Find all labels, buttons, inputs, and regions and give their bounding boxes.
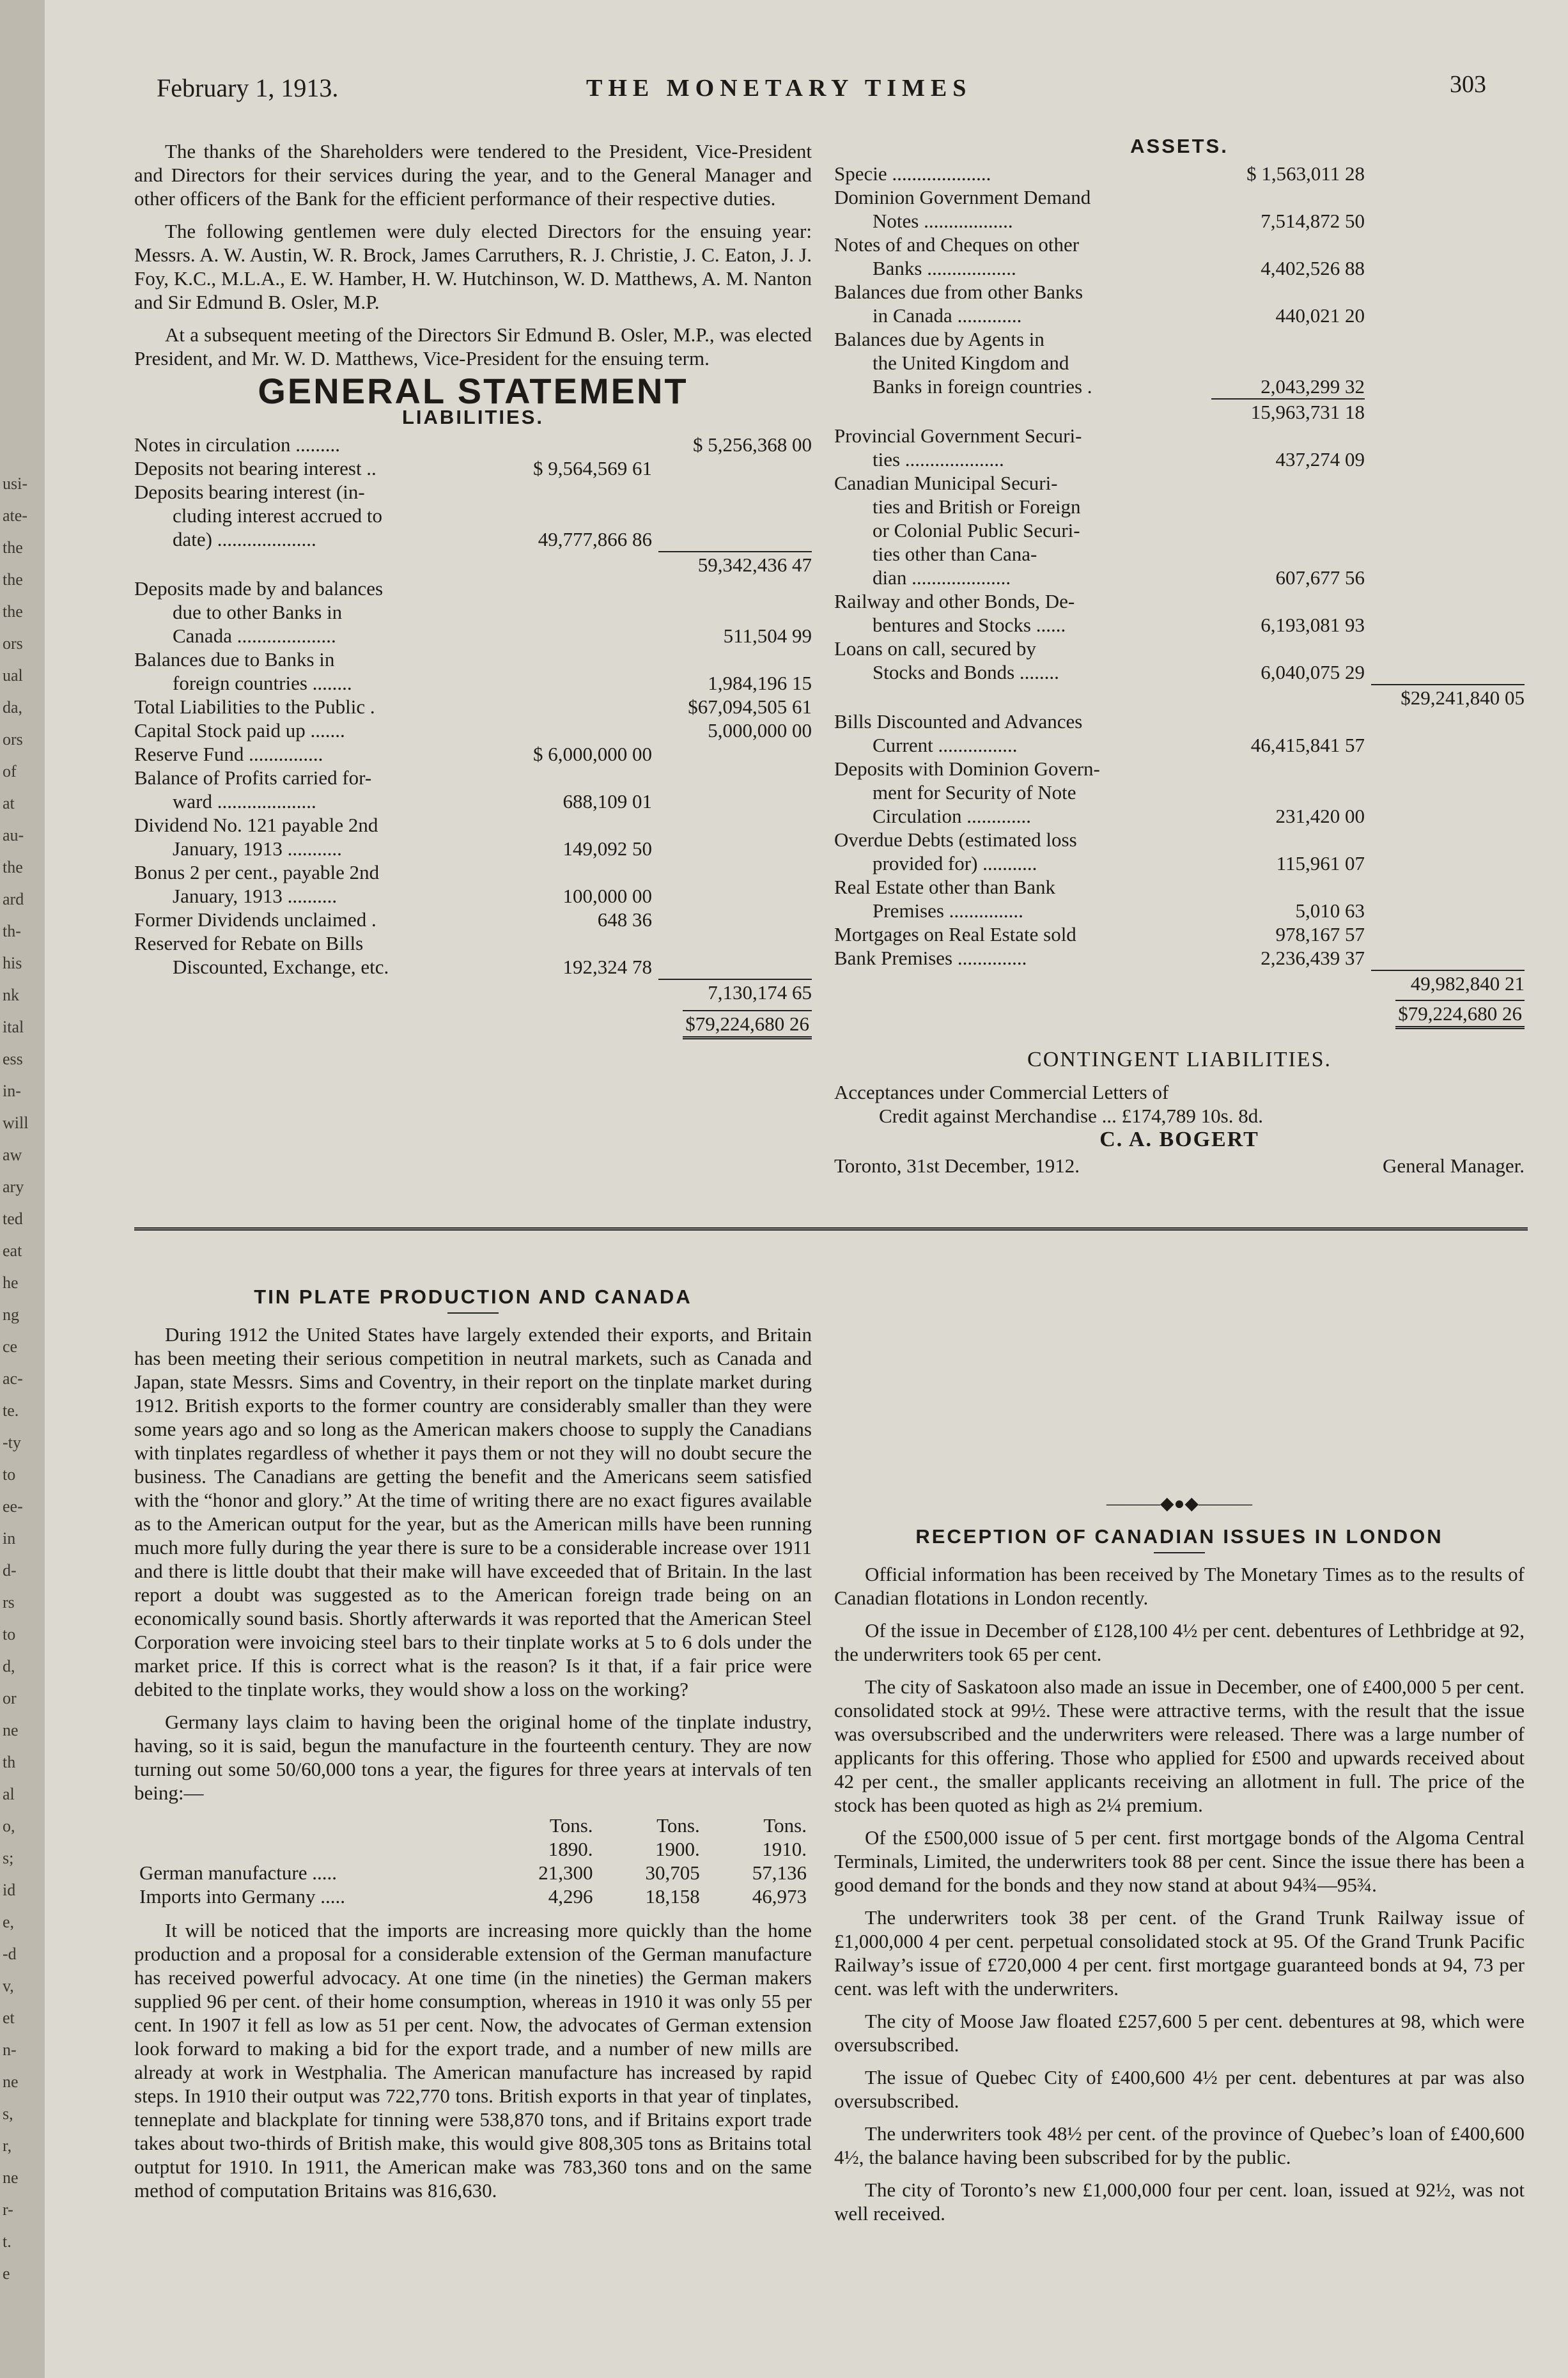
article-paragraph: Of the issue in December of £128,100 4½ per cent. debentures of Lethbridge at 92, the underwriters took 65 per cent. bbox=[834, 1619, 1525, 1665]
gutter-text-fragment: -ty bbox=[3, 1433, 21, 1452]
reception-paragraphs bbox=[834, 1562, 1525, 2225]
asset-row bbox=[834, 185, 1525, 233]
liability-total-amount: 7,130,174 65 bbox=[708, 981, 812, 1004]
liability-label: Deposits not bearing interest .. bbox=[134, 457, 376, 479]
gutter-text-fragment: au- bbox=[3, 826, 24, 844]
gutter-text-fragment: ne bbox=[3, 2168, 19, 2187]
gutter-text-fragment: id bbox=[3, 1881, 16, 1899]
gutter-text-fragment: or bbox=[3, 1689, 17, 1707]
liability-label: Balance of Profits carried for- ward .................... bbox=[134, 766, 372, 812]
asset-label: Real Estate other than Bank Premises ............... bbox=[834, 876, 1056, 922]
gutter-text-fragment: in- bbox=[3, 1082, 21, 1100]
gutter-text-fragment: ng bbox=[3, 1305, 19, 1324]
liability-row bbox=[134, 480, 812, 551]
signatory-name: C. A. BOGERT bbox=[1099, 1128, 1259, 1151]
gutter-text-fragment: o, bbox=[3, 1817, 15, 1835]
gutter-text-fragment: aw bbox=[3, 1146, 22, 1164]
liability-amount: 648 36 bbox=[597, 908, 652, 931]
asset-label: Loans on call, secured by Stocks and Bonds ........ bbox=[834, 637, 1059, 683]
liability-amount: $ 9,564,569 61 bbox=[533, 457, 652, 479]
liability-amount: 49,777,866 86 bbox=[538, 528, 652, 550]
asset-label: Specie .................... bbox=[834, 162, 991, 185]
gutter-text-fragment: e, bbox=[3, 1913, 15, 1931]
table-header: Tons. bbox=[763, 1814, 807, 1837]
reception-article bbox=[834, 1483, 1525, 2234]
liability-amount: 192,324 78 bbox=[563, 956, 652, 978]
liability-amount: 688,109 01 bbox=[563, 790, 652, 812]
contingent-line: Credit against Merchandise ... £174,789 10s. 8d. bbox=[879, 1105, 1263, 1127]
liabilities-heading: LIABILITIES. bbox=[402, 406, 544, 428]
asset-label: Overdue Debts (estimated loss provided for) ........... bbox=[834, 828, 1077, 874]
gutter-text-fragment: ee- bbox=[3, 1497, 23, 1516]
adjacent-page-gutter bbox=[0, 0, 45, 2378]
gutter-text-fragment: ted bbox=[3, 1209, 23, 1228]
liability-label: Balances due to Banks in foreign countries ........ bbox=[134, 648, 352, 694]
asset-row bbox=[834, 710, 1525, 757]
gutter-text-fragment: nk bbox=[3, 986, 19, 1004]
asset-row bbox=[834, 424, 1525, 471]
header-date: February 1, 1913. bbox=[157, 74, 339, 102]
liability-total-amount: 5,000,000 00 bbox=[708, 719, 812, 742]
liability-row bbox=[134, 931, 812, 979]
asset-row bbox=[834, 589, 1525, 637]
place-date: Toronto, 31st December, 1912. bbox=[834, 1154, 1080, 1177]
liability-row bbox=[134, 695, 812, 719]
gutter-text-fragment: ital bbox=[3, 1018, 24, 1036]
asset-label: Mortgages on Real Estate sold bbox=[834, 923, 1076, 945]
asset-row bbox=[834, 970, 1525, 995]
asset-row bbox=[834, 327, 1525, 398]
asset-amount: 4,402,526 88 bbox=[1261, 257, 1365, 279]
gutter-text-fragment: in bbox=[3, 1529, 16, 1548]
liability-total-amount: $67,094,505 61 bbox=[688, 696, 812, 718]
article-paragraph: The underwriters took 38 per cent. of the Grand Trunk Railway issue of £1,000,000 4 per cent. perpetual consolidated stock at 95. Of the Grand Trunk Pacific Railway’s issue of £720,000 4 per cent. first mortgage guaranteed bonds at 94, 73 per cent. was left with the underwriters. bbox=[834, 1906, 1525, 2000]
gutter-text-fragment: th bbox=[3, 1753, 16, 1771]
gutter-text-fragment: ard bbox=[3, 890, 24, 908]
liability-row bbox=[134, 742, 812, 766]
gutter-text-fragment: to bbox=[3, 1625, 16, 1644]
liability-label: Bonus 2 per cent., payable 2nd January, 1913 .......... bbox=[134, 861, 380, 907]
general-statement-heading: GENERAL STATEMENT bbox=[258, 371, 688, 411]
gutter-text-fragment: ate- bbox=[3, 506, 27, 525]
liability-total-amount: 511,504 99 bbox=[723, 625, 812, 647]
asset-amount: 7,514,872 50 bbox=[1261, 210, 1365, 232]
asset-label: Railway and other Bonds, De- bentures and Stocks ...... bbox=[834, 590, 1075, 636]
liability-row bbox=[134, 908, 812, 931]
asset-row bbox=[834, 398, 1525, 424]
gutter-text-fragment: ac- bbox=[3, 1369, 23, 1388]
gutter-text-fragment: d- bbox=[3, 1561, 17, 1580]
gutter-text-fragment: to bbox=[3, 1465, 16, 1484]
article-paragraph: The city of Moose Jaw floated £257,600 5 per cent. debentures at 98, which were oversubscribed. bbox=[834, 2010, 1525, 2056]
asset-label: Provincial Government Securi- ties .................... bbox=[834, 424, 1082, 470]
article-paragraph: The issue of Quebec City of £400,600 4½ per cent. debentures at par was also oversubscribed. bbox=[834, 2066, 1525, 2112]
intro-paragraph: The thanks of the Shareholders were tendered to the President, Vice-President and Directors for their services during the year, and to the General Manager and other officers of the Bank for the efficient performance of their respective duties. bbox=[134, 140, 812, 210]
asset-row bbox=[834, 162, 1525, 185]
asset-row bbox=[834, 233, 1525, 280]
article-paragraph: Germany lays claim to having been the original home of the tinplate industry, having, so it is said, begun the manufacture in the fourteenth century. They are now turning out some 50/60,000 tons a year, the figures for three years at intervals of ten being:— bbox=[134, 1711, 812, 1804]
asset-label: Balances due from other Banks in Canada ............. bbox=[834, 281, 1083, 327]
header-page-number: 303 bbox=[1450, 71, 1486, 98]
asset-row bbox=[834, 875, 1525, 922]
gutter-text-fragment: ual bbox=[3, 666, 23, 685]
liability-row bbox=[134, 860, 812, 908]
liability-label: Reserved for Rebate on Bills Discounted, Exchange, etc. bbox=[134, 932, 389, 978]
liability-total-amount: 59,342,436 47 bbox=[697, 554, 812, 576]
table-cell: 18,158 bbox=[645, 1885, 700, 1908]
article-paragraph: The city of Saskatoon also made an issue in December, one of £400,000 5 per cent. consolidated stock at 99½. These were attractive terms, with the result that the issue was oversubscribed and the underwriters were released. There was a large number of applicants for this offering. Those who applied for £500 and upwards received about 42 per cent., the smaller applicants receiving an allotment in full. The price of the stock has been quoted as high as 2¼ premium. bbox=[834, 1675, 1525, 1816]
heading-rule bbox=[447, 1312, 499, 1314]
gutter-text-fragment: s, bbox=[3, 2104, 13, 2123]
liability-row bbox=[134, 577, 812, 648]
article-paragraph: It will be noticed that the imports are increasing more quickly than the home production and a proposal for a considerable extension of the German manufacture has received powerful advocacy. At one time (in the nineties) the German makers supplied 96 per cent. of their home consumption, whereas in 1910 it was only 55 per cent. In 1907 it fell as low as 51 per cent. Now, the advocates of German extension look forward to making a bid for the export trade, and a number of new mills are already at work in Westphalia. The American manufacture has increased by rapid steps. In 1910 their output was 722,770 tons. British exports in that year of tinplates, tenneplate and blackplate for tinning were 538,870 tons, and if Britains export trade takes about two-thirds of British make, this would give 808,305 tons as Britains total outptut for 1910. In 1911, the American make was 783,360 tons and on the same method of computation Britains was 816,630. bbox=[134, 1919, 812, 2202]
gutter-text-fragment: r, bbox=[3, 2136, 12, 2155]
asset-label: Balances due by Agents in the United Kingdom and Banks in foreign countries . bbox=[834, 328, 1092, 398]
liability-label: Notes in circulation ......... bbox=[134, 433, 340, 456]
asset-amount: 46,415,841 57 bbox=[1250, 734, 1365, 756]
liability-row bbox=[134, 456, 812, 480]
asset-amount: 2,043,299 32 bbox=[1261, 375, 1365, 398]
liability-label: Deposits bearing interest (in- cluding interest accrued to date) .................... bbox=[134, 481, 382, 550]
gutter-text-fragment: -d bbox=[3, 1945, 17, 1963]
gutter-text-fragment: eat bbox=[3, 1241, 22, 1260]
gutter-text-fragment: ary bbox=[3, 1177, 24, 1196]
gutter-text-fragment: s; bbox=[3, 1849, 14, 1867]
gutter-text-fragment: he bbox=[3, 1273, 19, 1292]
tin-plate-heading: TIN PLATE PRODUCTION AND CANADA bbox=[254, 1286, 692, 1308]
liabilities-list bbox=[134, 433, 812, 1004]
ornament-divider: ———◆●◆——— bbox=[1106, 1494, 1252, 1514]
table-header: Tons. bbox=[656, 1814, 700, 1837]
liability-label: Capital Stock paid up ....... bbox=[134, 719, 345, 742]
subtotal-rule bbox=[1371, 970, 1525, 971]
subtotal-rule bbox=[1211, 398, 1365, 400]
table-year: 1900. bbox=[655, 1838, 700, 1860]
page-header bbox=[157, 69, 1486, 114]
intro-paragraph: At a subsequent meeting of the Directors Sir Edmund B. Osler, M.P., was elected President, and Mr. W. D. Matthews, Vice-President for the ensuing term. bbox=[134, 323, 812, 369]
gutter-text-fragment: t. bbox=[3, 2232, 12, 2251]
liability-total-amount: $ 5,256,368 00 bbox=[693, 433, 812, 456]
gutter-text-fragment: the bbox=[3, 602, 23, 621]
table-cell: Imports into Germany ..... bbox=[139, 1885, 346, 1908]
gutter-text-fragment: ne bbox=[3, 1721, 19, 1739]
liability-amount: $ 6,000,000 00 bbox=[533, 743, 652, 765]
asset-label: Canadian Municipal Securi- ties and British or Foreign or Colonial Public Securi- ties other than Cana- dian .................... bbox=[834, 472, 1081, 589]
gutter-text-fragment: e bbox=[3, 2264, 10, 2283]
table-year: 1890. bbox=[548, 1838, 593, 1860]
asset-row bbox=[834, 828, 1525, 875]
gutter-text-fragment: te. bbox=[3, 1401, 19, 1420]
gutter-text-fragment: et bbox=[3, 2009, 15, 2027]
table-cell: 30,705 bbox=[645, 1861, 700, 1884]
liability-label: Reserve Fund ............... bbox=[134, 743, 323, 765]
german-tinplate-table bbox=[134, 1814, 812, 1908]
asset-amount: 6,193,081 93 bbox=[1261, 614, 1365, 636]
header-title: THE MONETARY TIMES bbox=[586, 75, 972, 102]
asset-row bbox=[834, 280, 1525, 327]
gutter-text-fragment: th- bbox=[3, 922, 21, 940]
article-paragraph: Official information has been received by The Monetary Times as to the results of Canadian flotations in London recently. bbox=[834, 1563, 1525, 1609]
signatory-title: General Manager. bbox=[1382, 1154, 1525, 1177]
gutter-text-fragment: at bbox=[3, 794, 15, 812]
asset-row bbox=[834, 637, 1525, 684]
gutter-text-fragment: ors bbox=[3, 730, 23, 749]
gutter-text-fragment: ne bbox=[3, 2072, 19, 2091]
asset-amount: 2,236,439 37 bbox=[1261, 947, 1365, 969]
article-paragraph: During 1912 the United States have largely extended their exports, and Britain has been meeting their serious competition in neutral markets, such as Canada and Japan, state Messrs. Sims and Coventry, in their report on the tinplate market during 1912. British exports to the former country are considerably smaller than they were some years ago and so long as the American makers choose to supply the Canadians with tinplates regardless of whether it pays them or not they will no doubt secure the business. The Canadians are getting the benefit and the Americans seem satisfied with the “honor and glory.” At the time of writing there are no exact figures available as to the American output for the year, but as the American mills have been running much more fully during the year there is sure to be a considerable increase over 1911 and there is little doubt that their make will have exceeded that of Britain. In the last report a doubt was suggested as to the American foreign trade being on an economically sound basis. Shortly afterwards it was reported that the American Steel Corporation were invoicing steel bars to their tinplate works at 5 to 6 dols under the market price. If this is correct what is the reason? Is it that, if a fair price were debited to the tinplate works, they would show a loss on the working? bbox=[134, 1323, 812, 1700]
liabilities-total-row bbox=[134, 1012, 812, 1041]
asset-total-amount: 49,982,840 21 bbox=[1410, 972, 1525, 995]
article-paragraph: The underwriters took 48½ per cent. of the province of Quebec’s loan of £400,600 4½, the balance having been subscribed for by the public. bbox=[834, 2122, 1525, 2168]
table-header: Tons. bbox=[549, 1814, 593, 1837]
gutter-text-fragment: d, bbox=[3, 1657, 15, 1675]
gutter-text-fragment: ess bbox=[3, 1050, 23, 1068]
asset-amount: 5,010 63 bbox=[1295, 899, 1365, 922]
gutter-text-fragment: rs bbox=[3, 1593, 15, 1612]
table-cell: 57,136 bbox=[752, 1861, 807, 1884]
table-year: 1910. bbox=[762, 1838, 807, 1860]
gutter-text-fragment: n- bbox=[3, 2040, 17, 2059]
asset-label: Notes of and Cheques on other Banks .................. bbox=[834, 233, 1080, 279]
subtotal-rule bbox=[1371, 684, 1525, 685]
gutter-text-fragment: ce bbox=[3, 1337, 18, 1356]
liability-row bbox=[134, 433, 812, 456]
asset-row bbox=[834, 946, 1525, 970]
article-paragraph: The city of Toronto’s new £1,000,000 four per cent. loan, issued at 92½, was not well received. bbox=[834, 2179, 1525, 2225]
gutter-text-fragment: v, bbox=[3, 1977, 14, 1995]
article-paragraph: Of the £500,000 issue of 5 per cent. first mortgage bonds of the Algoma Central Terminals, Limited, the underwriters took 88 per cent. Since the issue there has been a good demand for the bonds and they now stand at about 94¾—95¾. bbox=[834, 1826, 1525, 1896]
liability-amount: 149,092 50 bbox=[563, 837, 652, 860]
asset-label: Deposits with Dominion Govern- ment for Security of Note Circulation ............. bbox=[834, 758, 1100, 827]
gutter-text-fragment: ors bbox=[3, 634, 23, 653]
asset-amount: 15,963,731 18 bbox=[1250, 401, 1365, 423]
asset-amount: 231,420 00 bbox=[1275, 805, 1365, 827]
table-row bbox=[134, 1861, 812, 1885]
asset-row bbox=[834, 471, 1525, 589]
asset-label: Bank Premises .............. bbox=[834, 947, 1027, 969]
gutter-text-fragment: the bbox=[3, 538, 23, 557]
asset-amount: $ 1,563,011 28 bbox=[1246, 162, 1365, 185]
liability-row bbox=[134, 648, 812, 695]
gutter-text-fragment: usi- bbox=[3, 474, 27, 493]
asset-amount: 440,021 20 bbox=[1275, 304, 1365, 327]
liability-amount: 100,000 00 bbox=[563, 885, 652, 907]
tin-plate-article bbox=[134, 1285, 812, 2211]
liability-row bbox=[134, 766, 812, 813]
liability-row bbox=[134, 551, 812, 577]
liability-row bbox=[134, 719, 812, 742]
gutter-text-fragment: al bbox=[3, 1785, 15, 1803]
subtotal-rule bbox=[658, 979, 812, 980]
liabilities-total: $79,224,680 26 bbox=[683, 1010, 812, 1039]
table-cell: German manufacture ..... bbox=[139, 1861, 338, 1884]
asset-total-amount: $29,241,840 05 bbox=[1401, 687, 1525, 709]
gutter-text-fragment: will bbox=[3, 1114, 29, 1132]
gutter-text-fragment: the bbox=[3, 858, 23, 876]
asset-amount: 437,274 09 bbox=[1275, 448, 1365, 470]
contingent-heading: CONTINGENT LIABILITIES. bbox=[1027, 1048, 1331, 1071]
liability-total-amount: 1,984,196 15 bbox=[708, 672, 812, 694]
reception-heading: RECEPTION OF CANADIAN ISSUES IN LONDON bbox=[915, 1525, 1443, 1548]
asset-amount: 607,677 56 bbox=[1275, 566, 1365, 589]
table-cell: 46,973 bbox=[752, 1885, 807, 1908]
asset-amount: 6,040,075 29 bbox=[1261, 661, 1365, 683]
asset-label: Dominion Government Demand Notes .................. bbox=[834, 186, 1091, 232]
liability-label: Dividend No. 121 payable 2nd January, 1913 ........... bbox=[134, 814, 378, 860]
asset-row bbox=[834, 922, 1525, 946]
liability-row bbox=[134, 979, 812, 1004]
table-cell: 21,300 bbox=[538, 1861, 593, 1884]
table-cell: 4,296 bbox=[548, 1885, 593, 1908]
section-divider bbox=[134, 1227, 1528, 1231]
intro-paragraph: The following gentlemen were duly elected Directors for the ensuing year: Messrs. A. W. Austin, W. R. Brock, James Carruthers, R. J. Christie, J. C. Eaton, J. J. Foy, K.C., M.L.A., E. W. Hamber, H. W. Hutchinson, W. D. Matthews, A. M. Nanton and Sir Edmund B. Osler, M.P. bbox=[134, 220, 812, 313]
subtotal-rule bbox=[658, 551, 812, 552]
liability-label: Former Dividends unclaimed . bbox=[134, 908, 376, 931]
gutter-text-fragment: r- bbox=[3, 2200, 13, 2219]
gutter-text-fragment: of bbox=[3, 762, 17, 781]
liability-label: Total Liabilities to the Public . bbox=[134, 696, 375, 718]
gutter-text-fragment: his bbox=[3, 954, 22, 972]
asset-amount: 978,167 57 bbox=[1275, 923, 1365, 945]
left-top-column bbox=[134, 139, 812, 1041]
liability-label: Deposits made by and balances due to other Banks in Canada .................... bbox=[134, 577, 384, 647]
table-row bbox=[134, 1885, 812, 1908]
gutter-text-fragment: da, bbox=[3, 698, 23, 717]
assets-total-row bbox=[834, 1002, 1525, 1031]
asset-row bbox=[834, 684, 1525, 710]
assets-total: $79,224,680 26 bbox=[1395, 1000, 1525, 1029]
asset-row bbox=[834, 757, 1525, 828]
asset-label: Bills Discounted and Advances Current ................ bbox=[834, 710, 1083, 756]
heading-rule bbox=[1154, 1552, 1205, 1553]
gutter-text-fragment: the bbox=[3, 570, 23, 589]
liability-row bbox=[134, 813, 812, 860]
right-top-column bbox=[834, 134, 1525, 1179]
assets-list bbox=[834, 162, 1525, 995]
asset-amount: 115,961 07 bbox=[1276, 852, 1365, 874]
assets-heading: ASSETS. bbox=[1130, 135, 1229, 157]
contingent-line: Acceptances under Commercial Letters of bbox=[834, 1081, 1169, 1103]
